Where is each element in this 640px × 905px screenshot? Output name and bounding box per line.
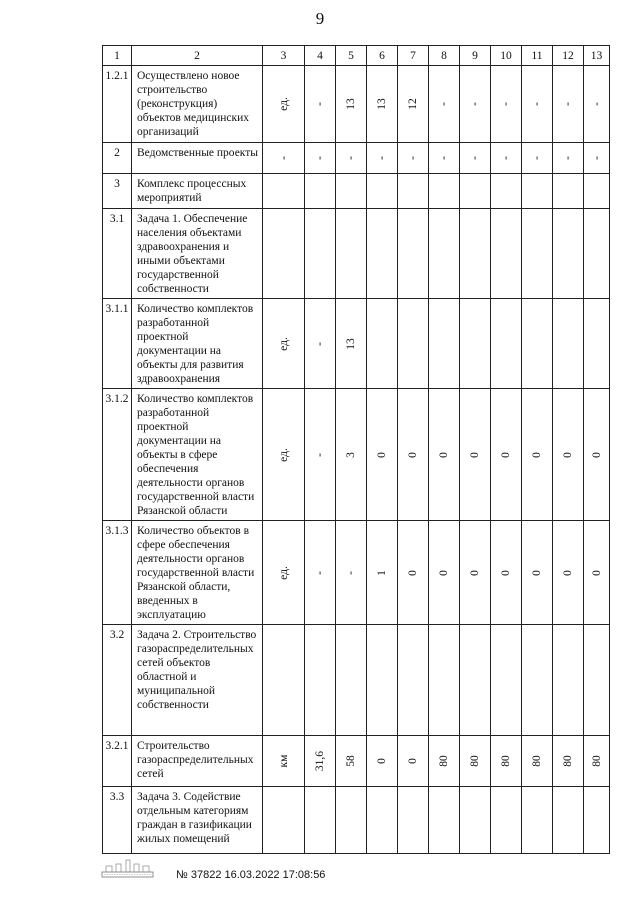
value-cell xyxy=(429,389,460,521)
unit-cell-text: ед. xyxy=(277,447,290,462)
column-header-10: 10 xyxy=(491,46,522,66)
value-cell xyxy=(398,66,429,143)
value-cell xyxy=(429,66,460,143)
table-row xyxy=(103,625,610,736)
value-cell xyxy=(584,389,610,521)
value-cell xyxy=(336,66,367,143)
value-cell xyxy=(398,299,429,389)
column-header-4: 4 xyxy=(305,46,336,66)
value-cell xyxy=(491,625,522,736)
value-cell-text: - xyxy=(314,341,326,346)
indicator-name: Задача 2. Строительство газораспределительных сетей объектов областной и муниципальной собственности xyxy=(132,625,263,736)
value-cell xyxy=(522,66,553,143)
value-cell xyxy=(429,143,460,174)
value-cell xyxy=(336,787,367,854)
value-cell xyxy=(522,209,553,299)
value-cell-text: 1 xyxy=(376,569,388,576)
column-header-2: 2 xyxy=(132,46,263,66)
value-cell xyxy=(584,299,610,389)
value-cell-text: 0 xyxy=(562,451,574,458)
table-row xyxy=(103,389,610,521)
value-cell xyxy=(398,625,429,736)
value-cell-text: 58 xyxy=(345,755,357,767)
column-header-7: 7 xyxy=(398,46,429,66)
value-cell xyxy=(336,299,367,389)
row-number: 3.1.1 xyxy=(103,299,132,389)
value-cell-text: - xyxy=(314,452,326,457)
value-cell xyxy=(367,66,398,143)
value-cell xyxy=(398,389,429,521)
unit-cell xyxy=(263,66,305,143)
unit-cell-text: - xyxy=(277,156,290,160)
value-cell xyxy=(398,787,429,854)
value-cell xyxy=(336,521,367,625)
value-cell-text: - xyxy=(590,102,603,106)
registration-stamp-icon xyxy=(100,858,155,880)
value-cell-text: - xyxy=(500,156,512,160)
value-cell xyxy=(398,174,429,209)
value-cell xyxy=(491,787,522,854)
value-cell xyxy=(398,736,429,787)
value-cell-text: - xyxy=(314,102,326,106)
value-cell xyxy=(522,625,553,736)
value-cell xyxy=(491,521,522,625)
value-cell xyxy=(429,209,460,299)
unit-cell-text: ед. xyxy=(277,336,290,351)
value-cell-text: 0 xyxy=(438,569,450,576)
value-cell-text: - xyxy=(562,102,574,106)
unit-cell xyxy=(263,174,305,209)
table-row xyxy=(103,209,610,299)
indicator-name: Строительство газораспределительных сетей xyxy=(132,736,263,787)
indicator-name: Количество комплектов разработанной проектной документации на объекты в сфере обеспечения деятельности органов государственной власти Рязанской области xyxy=(132,389,263,521)
value-cell-text: 0 xyxy=(500,569,512,576)
value-cell xyxy=(460,209,491,299)
value-cell-text: 80 xyxy=(500,755,512,767)
value-cell-text: - xyxy=(345,570,357,575)
value-cell xyxy=(336,625,367,736)
value-cell-text: - xyxy=(438,102,450,106)
value-cell-text: 80 xyxy=(469,755,481,767)
value-cell xyxy=(429,299,460,389)
indicator-name: Количество комплектов разработанной проектной документации на объекты для развития здравоохранения xyxy=(132,299,263,389)
value-cell-text: 0 xyxy=(531,451,543,458)
value-cell xyxy=(460,521,491,625)
column-header-1: 1 xyxy=(103,46,132,66)
value-cell-text: - xyxy=(469,102,481,106)
value-cell-text: 0 xyxy=(590,451,603,458)
value-cell xyxy=(584,736,610,787)
table-row xyxy=(103,174,610,209)
registration-number: № 37822 16.03.2022 17:08:56 xyxy=(176,869,326,881)
indicator-name: Задача 3. Содействие отдельным категориям граждан в газификации жилых помещений xyxy=(132,787,263,854)
value-cell-text: 13 xyxy=(345,98,357,110)
value-cell-text: 13 xyxy=(345,337,357,350)
value-cell xyxy=(305,143,336,174)
value-cell-text: 0 xyxy=(590,569,603,576)
value-cell xyxy=(584,174,610,209)
indicator-name: Задача 1. Обеспечение населения объектами здравоохранения и иными объектами государственной собственности xyxy=(132,209,263,299)
value-cell xyxy=(460,625,491,736)
value-cell-text: 0 xyxy=(376,451,388,458)
value-cell xyxy=(336,209,367,299)
value-cell xyxy=(522,389,553,521)
table-header-row xyxy=(103,46,610,66)
column-header-13: 13 xyxy=(584,46,610,66)
value-cell xyxy=(553,66,584,143)
unit-cell xyxy=(263,625,305,736)
value-cell-text: 0 xyxy=(469,451,481,458)
value-cell-text: - xyxy=(376,156,388,160)
value-cell xyxy=(584,209,610,299)
value-cell xyxy=(367,521,398,625)
value-cell-text: 0 xyxy=(407,758,419,764)
unit-cell xyxy=(263,209,305,299)
value-cell xyxy=(553,736,584,787)
value-cell xyxy=(522,174,553,209)
value-cell-text: 0 xyxy=(376,758,388,764)
value-cell xyxy=(553,299,584,389)
row-number: 1.2.1 xyxy=(103,66,132,143)
value-cell-text: 80 xyxy=(438,755,450,767)
value-cell xyxy=(429,521,460,625)
value-cell xyxy=(553,787,584,854)
column-header-12: 12 xyxy=(553,46,584,66)
value-cell xyxy=(491,66,522,143)
column-header-3: 3 xyxy=(263,46,305,66)
value-cell xyxy=(305,625,336,736)
value-cell xyxy=(584,521,610,625)
value-cell-text: 12 xyxy=(407,98,419,110)
value-cell xyxy=(367,209,398,299)
unit-cell xyxy=(263,143,305,174)
value-cell xyxy=(584,787,610,854)
value-cell-text: 0 xyxy=(562,569,574,576)
indicator-name: Ведомственные проекты xyxy=(132,143,263,174)
value-cell-text: 0 xyxy=(500,451,512,458)
unit-cell xyxy=(263,736,305,787)
value-cell xyxy=(460,389,491,521)
value-cell-text: 80 xyxy=(562,755,574,767)
indicators-table xyxy=(102,45,610,854)
value-cell-text: - xyxy=(438,156,450,160)
value-cell xyxy=(522,143,553,174)
value-cell-text: - xyxy=(314,156,326,160)
value-cell xyxy=(491,143,522,174)
value-cell xyxy=(367,143,398,174)
value-cell xyxy=(522,787,553,854)
value-cell-text: - xyxy=(469,156,481,160)
value-cell xyxy=(305,787,336,854)
value-cell xyxy=(522,736,553,787)
unit-cell xyxy=(263,787,305,854)
value-cell xyxy=(367,736,398,787)
unit-cell xyxy=(263,299,305,389)
value-cell xyxy=(491,209,522,299)
value-cell-text: 80 xyxy=(531,755,543,767)
value-cell xyxy=(553,143,584,174)
value-cell xyxy=(553,625,584,736)
value-cell xyxy=(305,66,336,143)
row-number: 3.1 xyxy=(103,209,132,299)
row-number: 3.3 xyxy=(103,787,132,854)
value-cell xyxy=(398,209,429,299)
value-cell xyxy=(584,625,610,736)
value-cell-text: - xyxy=(590,156,603,160)
value-cell-text: 0 xyxy=(469,569,481,576)
value-cell-text: 0 xyxy=(407,451,419,458)
value-cell-text: - xyxy=(500,102,512,106)
value-cell xyxy=(367,625,398,736)
value-cell xyxy=(305,736,336,787)
value-cell xyxy=(305,174,336,209)
table-row xyxy=(103,736,610,787)
value-cell-text: - xyxy=(407,156,419,160)
value-cell xyxy=(429,787,460,854)
table-row xyxy=(103,299,610,389)
unit-cell-text: ед. xyxy=(277,97,290,111)
indicator-name: Количество объектов в сфере обеспечения деятельности органов государственной власти Рязанской области, введенных в эксплуатацию xyxy=(132,521,263,625)
value-cell-text: 80 xyxy=(590,755,603,767)
value-cell-text: - xyxy=(531,102,543,106)
column-header-6: 6 xyxy=(367,46,398,66)
value-cell-text: 0 xyxy=(407,569,419,576)
value-cell xyxy=(491,174,522,209)
value-cell xyxy=(367,174,398,209)
row-number: 3.2.1 xyxy=(103,736,132,787)
row-number: 2 xyxy=(103,143,132,174)
page-number: 9 xyxy=(315,9,325,28)
table-row xyxy=(103,521,610,625)
value-cell xyxy=(336,389,367,521)
unit-cell-text: км xyxy=(277,754,290,768)
value-cell xyxy=(522,299,553,389)
value-cell xyxy=(429,736,460,787)
unit-cell xyxy=(263,521,305,625)
value-cell xyxy=(460,299,491,389)
value-cell-text: 13 xyxy=(376,98,388,110)
column-header-9: 9 xyxy=(460,46,491,66)
value-cell-text: - xyxy=(531,156,543,160)
row-number: 3.1.3 xyxy=(103,521,132,625)
row-number: 3.2 xyxy=(103,625,132,736)
unit-cell-text: ед. xyxy=(277,565,290,580)
value-cell xyxy=(553,209,584,299)
value-cell xyxy=(460,66,491,143)
value-cell xyxy=(553,389,584,521)
indicator-name: Осуществлено новое строительство (реконструкция) объектов медицинских организаций xyxy=(132,66,263,143)
value-cell xyxy=(491,389,522,521)
column-header-11: 11 xyxy=(522,46,553,66)
value-cell xyxy=(367,389,398,521)
value-cell xyxy=(398,143,429,174)
value-cell xyxy=(398,521,429,625)
value-cell xyxy=(553,521,584,625)
value-cell xyxy=(367,787,398,854)
value-cell xyxy=(491,299,522,389)
row-number: 3 xyxy=(103,174,132,209)
value-cell xyxy=(584,66,610,143)
value-cell-text: - xyxy=(314,570,326,575)
value-cell-text: - xyxy=(345,156,357,160)
value-cell xyxy=(460,736,491,787)
column-header-5: 5 xyxy=(336,46,367,66)
value-cell xyxy=(336,143,367,174)
column-header-8: 8 xyxy=(429,46,460,66)
value-cell xyxy=(367,299,398,389)
value-cell xyxy=(460,787,491,854)
value-cell-text: 0 xyxy=(531,569,543,576)
value-cell-text: - xyxy=(562,156,574,160)
value-cell xyxy=(336,174,367,209)
table-row xyxy=(103,143,610,174)
table-row xyxy=(103,787,610,854)
table-row xyxy=(103,66,610,143)
value-cell xyxy=(553,174,584,209)
value-cell xyxy=(429,625,460,736)
value-cell xyxy=(305,299,336,389)
value-cell xyxy=(460,143,491,174)
value-cell xyxy=(305,521,336,625)
value-cell-text: 31,6 xyxy=(314,750,326,772)
unit-cell xyxy=(263,389,305,521)
value-cell xyxy=(491,736,522,787)
value-cell xyxy=(336,736,367,787)
indicator-name: Комплекс процессных мероприятий xyxy=(132,174,263,209)
value-cell xyxy=(305,209,336,299)
value-cell xyxy=(429,174,460,209)
value-cell-text: 3 xyxy=(345,451,357,458)
value-cell xyxy=(584,143,610,174)
value-cell xyxy=(522,521,553,625)
row-number: 3.1.2 xyxy=(103,389,132,521)
value-cell xyxy=(460,174,491,209)
value-cell xyxy=(305,389,336,521)
value-cell-text: 0 xyxy=(438,451,450,458)
